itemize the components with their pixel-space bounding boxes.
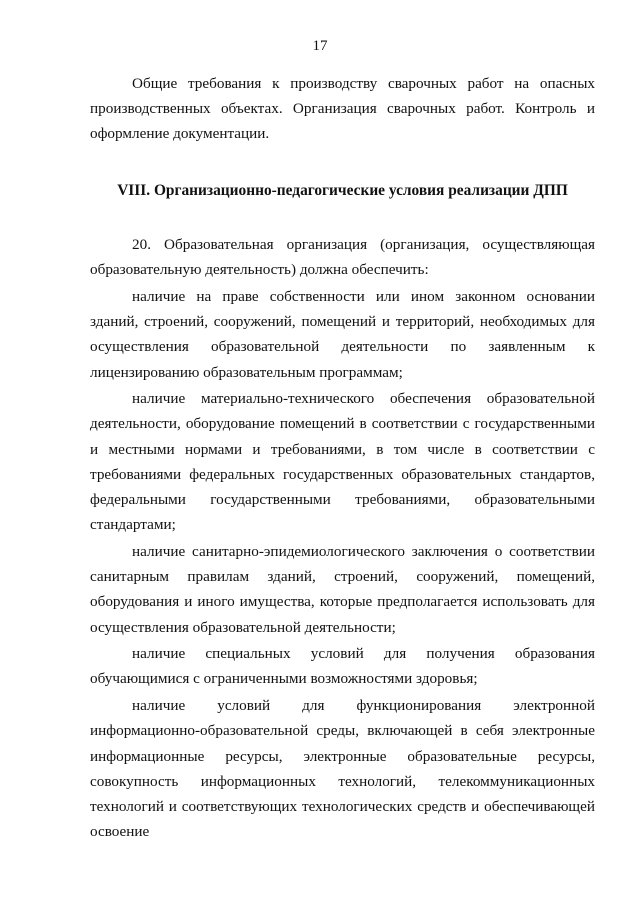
paragraph-material-support: наличие материально-технического обеспечения образовательной деятельности, оборудование помещений в соответствии с государственными и местными нормами и требованиями, в том числе в соответствии с требованиями федеральных государственных образовательных стандартов, федеральными государственными требованиями, образовательными стандартами; [90, 390, 595, 534]
paragraph-electronic-environment: наличие условий для функционирования электронной информационно-образовательной среды, включающей в себя электронные информационные ресурсы, электронные образовательные ресурсы, совокупность информационных технологий, телекоммуникационных технологий и соответствующих технологических средств и обеспечивающей освоение [90, 697, 595, 841]
paragraph-20: 20. Образовательная организация (организация, осуществляющая образовательную деятельность) должна обеспечить: [90, 236, 595, 279]
page-number: 17 [312, 38, 328, 54]
section-heading: VIII. Организационно-педагогические условия реализации ДПП [117, 182, 568, 199]
paragraph-special-conditions: наличие специальных условий для получения образования обучающимися с ограниченными возможностями здоровья; [90, 645, 595, 688]
body-text [90, 232, 595, 846]
paragraph-premises: наличие на праве собственности или ином законном основании зданий, строений, сооружений, помещений и территорий, необходимых для осуществления образовательной деятельности по заявленным к лицензированию образовательным программам; [90, 287, 595, 381]
paragraph-sanitary: наличие санитарно-эпидемиологического заключения о соответствии санитарным правилам зданий, строений, сооружений, помещений, оборудования и иного имущества, которые предполагается использовать для осуществления образовательной деятельности; [90, 542, 595, 636]
intro-paragraph: Общие требования к производству сварочных работ на опасных производственных объектах. Организация сварочных работ. Контроль и оформление документации. [90, 75, 595, 143]
